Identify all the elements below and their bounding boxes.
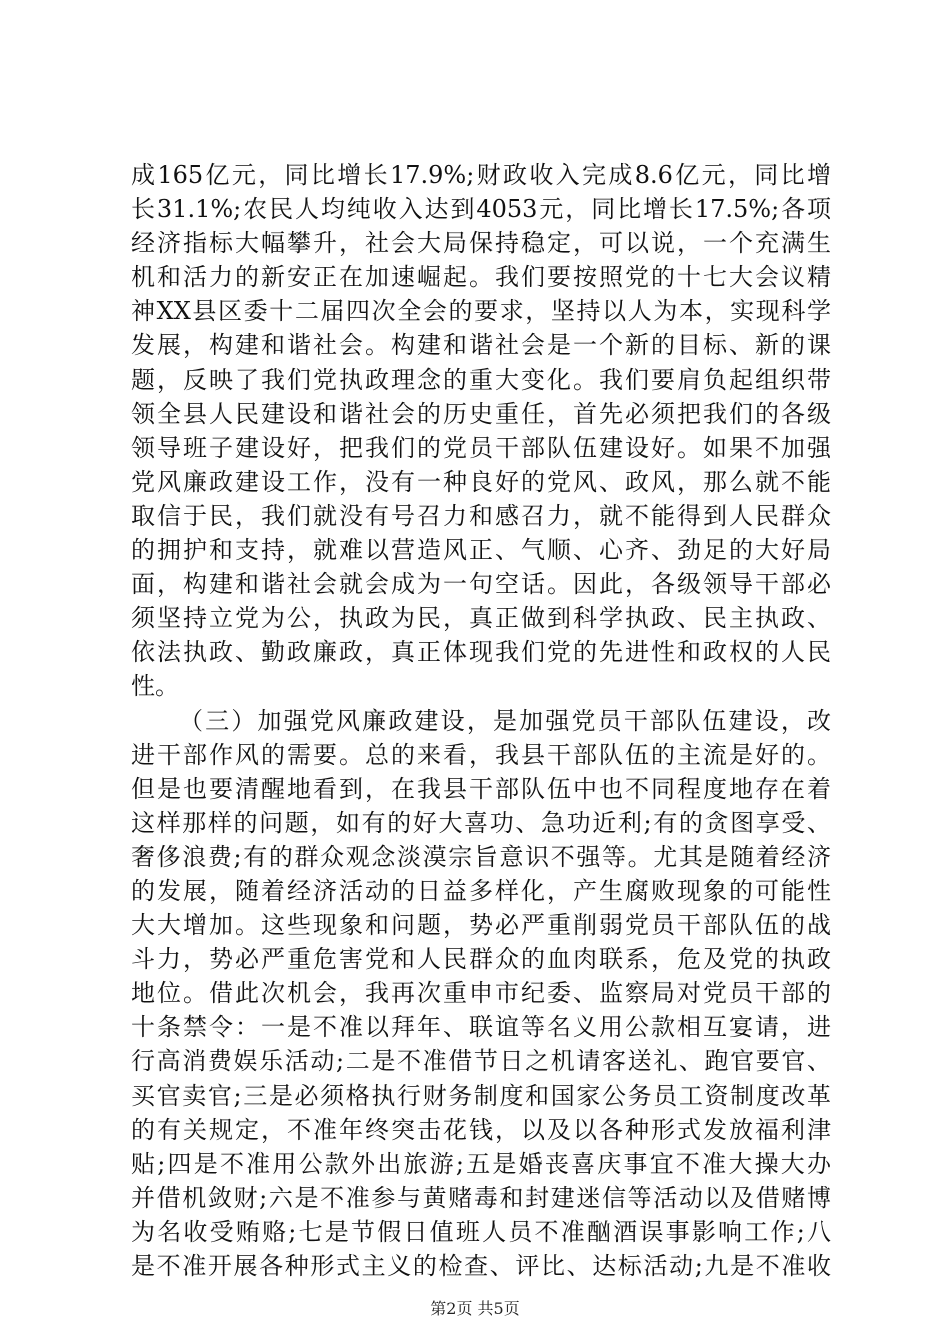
text-line: 须坚持立党为公，执政为民，真正做到科学执政、民主执政、 [131,604,831,633]
text-line: 题，反映了我们党执政理念的重大变化。我们要肩负起组织带 [131,365,831,394]
text-line: 长31.1%;农民人均纯收入达到4053元，同比增长17.5%;各项 [131,195,831,224]
text-line: 但是也要清醒地看到，在我县干部队伍中也不同程度地存在着 [131,774,831,803]
text-line: 发展，构建和谐社会。构建和谐社会是一个新的目标、新的课 [131,331,831,360]
text-line: 领导班子建设好，把我们的党员干部队伍建设好。如果不加强 [131,433,831,462]
text-line: 取信于民，我们就没有号召力和感召力，就不能得到人民群众 [131,501,831,530]
text-line: 地位。借此次机会，我再次重申市纪委、监察局对党员干部的 [131,979,831,1008]
text-line: 性。 [131,672,179,701]
text-line: 大大增加。这些现象和问题，势必严重削弱党员干部队伍的战 [131,911,831,940]
text-line: 的拥护和支持，就难以营造风正、气顺、心齐、劲足的大好局 [131,536,831,565]
text-line: 奢侈浪费;有的群众观念淡漠宗旨意识不强等。尤其是随着经济 [131,842,831,871]
text-line: 领全县人民建设和谐社会的历史重任，首先必须把我们的各级 [131,399,831,428]
text-line: 进干部作风的需要。总的来看，我县干部队伍的主流是好的。 [131,740,831,769]
text-line: 为名收受贿赂;七是节假日值班人员不准酗酒误事影响工作;八 [131,1217,831,1246]
page-number-footer: 第2页 共5页 [430,1299,520,1318]
body-text [131,158,831,1283]
text-line: 这样那样的问题，如有的好大喜功、急功近利;有的贪图享受、 [131,808,831,837]
text-line: 机和活力的新安正在加速崛起。我们要按照党的十七大会议精 [131,263,831,292]
text-line: 是不准开展各种形式主义的检查、评比、达标活动;九是不准收 [131,1252,831,1280]
text-line: 经济指标大幅攀升，社会大局保持稳定，可以说，一个充满生 [131,229,831,258]
text-line: 贴;四是不准用公款外出旅游;五是婚丧喜庆事宜不准大操大办 [131,1149,831,1178]
text-line: 面，构建和谐社会就会成为一句空话。因此，各级领导干部必 [131,570,831,599]
text-line: 神XX县区委十二届四次全会的要求，坚持以人为本，实现科学 [131,297,831,326]
text-line: 斗力，势必严重危害党和人民群众的血肉联系，危及党的执政 [131,945,831,974]
text-line: 依法执政、勤政廉政，真正体现我们党的先进性和政权的人民 [131,638,831,667]
text-line: 党风廉政建设工作，没有一种良好的党风、政风，那么就不能 [131,467,831,496]
text-line: 行高消费娱乐活动;二是不准借节日之机请客送礼、跑官要官、 [131,1047,831,1076]
text-line: 并借机敛财;六是不准参与黄赌毒和封建迷信等活动以及借赌博 [131,1183,831,1212]
text-line: 的发展，随着经济活动的日益多样化，产生腐败现象的可能性 [131,876,831,905]
text-line: 的有关规定，不准年终突击花钱，以及以各种形式发放福利津 [131,1115,831,1144]
text-line-paragraph-start: （三）加强党风廉政建设，是加强党员干部队伍建设，改 [179,706,831,735]
text-line: 十条禁令：一是不准以拜年、联谊等名义用公款相互宴请，进 [131,1013,831,1042]
text-line: 买官卖官;三是必须格执行财务制度和国家公务员工资制度改革 [131,1081,831,1110]
text-line: 成165亿元，同比增长17.9%;财政收入完成8.6亿元，同比增 [131,161,831,189]
